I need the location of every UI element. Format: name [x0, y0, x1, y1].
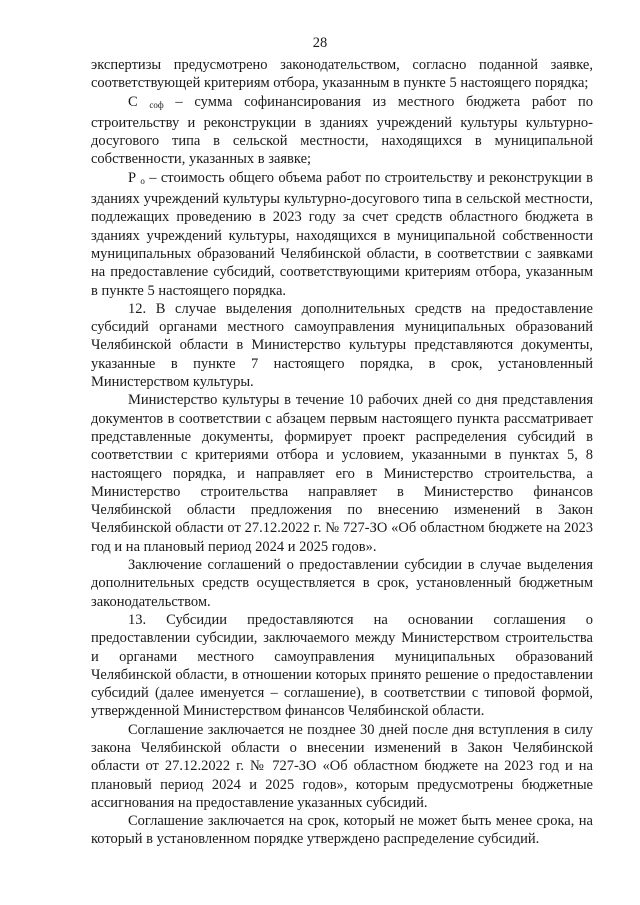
paragraph-expertise-continuation: экспертизы предусмотрено законодательством, согласно поданной заявке, соответствующей критериям отбора, указанным в пункте 5 настоящего порядка; [91, 57, 593, 92]
formula-subscript-sof: соф [149, 99, 164, 110]
paragraph-agreement-term: Соглашение заключается на срок, который не может быть менее срока, на который в установленном порядке утверждено распределение субсидий. [91, 813, 593, 848]
total-cost-definition-text: – стоимость общего объема работ по строительству и реконструкции в зданиях учреждений культуры культурно-досугового типа в сельской местности, подлежащих проведению в 2023 году за счет средств областного бюджета в зданиях учреждений культуры, находящихся в муниципальной собственности муниципальных образований Челябинской области, в соответствии с заявками на предоставление субсидий, соответствующими критериям отбора, указанным в пункте 5 настоящего порядка. [91, 169, 593, 299]
formula-subscript-o: о [140, 175, 145, 186]
page-number: 28 [312, 35, 328, 51]
paragraph-cofinancing-definition [91, 93, 593, 169]
formula-symbol-c: С [128, 93, 138, 110]
paragraph-ministry-review: Министерство культуры в течение 10 рабочих дней со дня представления документов в соответствии с абзацем первым настоящего пункта рассматривает представленные документы, формирует проект распределения субсидий в соответствии с критериями отбора и условием, указанными в пунктах 5, 8 настоящего порядка, и направляет его в Министерство строительства, а Министерство строительства направляет в Министерство финансов Челябинской области предложения по внесению изменений в Закон Челябинской области от 27.12.2022 г. № 727-ЗО «Об областном бюджете на 2023 год и на плановый период 2024 и 2025 годов». [91, 392, 593, 555]
paragraph-agreement-deadline: Соглашение заключается не позднее 30 дней после дня вступления в силу закона Челябинской области о внесении изменений в Закон Челябинской области от 27.12.2022 г. № 727-ЗО «Об областном бюджете на 2023 год и на плановый период 2024 и 2025 годов», которым предусмотрены бюджетные ассигнования на предоставление указанных субсидий. [91, 721, 593, 811]
paragraph-total-cost-definition [91, 169, 593, 300]
paragraph-item-12: 12. В случае выделения дополнительных средств на предоставление субсидий органами местного самоуправления муниципальных образований Челябинской области в Министерство культуры представляются документы, указанные в пункте 7 настоящего порядка, в срок, установленный Министерством культуры. [91, 300, 593, 391]
paragraph-item-13: 13. Субсидии предоставляются на основании соглашения о предоставлении субсидии, заключаемого между Министерством строительства и органами местного самоуправления муниципальных образований Челябинской области, в отношении которых принято решение о предоставлении субсидий (далее именуется – соглашение), в соответствии с типовой формой, утвержденной Министерством финансов Челябинской области. [91, 611, 593, 720]
paragraph-agreement-additional-funds: Заключение соглашений о предоставлении субсидии в случае выделения дополнительных средств осуществляется в срок, установленный бюджетным законодательством. [91, 557, 593, 610]
document-body [91, 56, 593, 849]
cofinancing-definition-text: – сумма софинансирования из местного бюджета работ по строительству и реконструкции в зданиях учреждений культуры культурно-досугового типа в сельской местности, находящихся в муниципальной собственности, указанных в заявке; [91, 93, 594, 168]
formula-symbol-p: Р [128, 169, 137, 186]
